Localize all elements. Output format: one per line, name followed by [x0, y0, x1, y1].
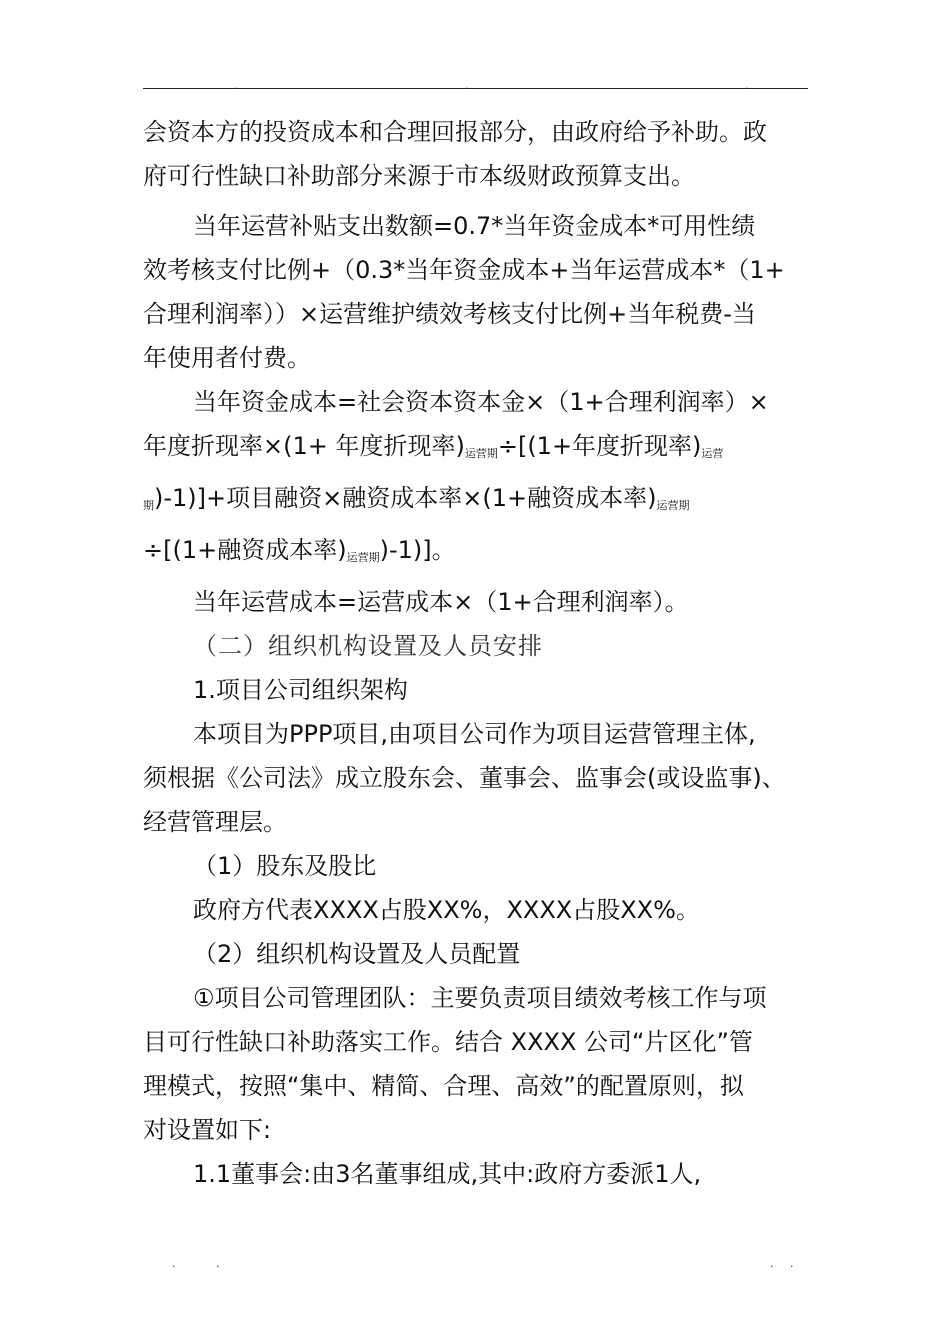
paragraph-line: 年使用者付费。 [143, 344, 311, 372]
body-text [143, 110, 808, 1196]
formula-subscript: 运营期 [656, 499, 690, 512]
paragraph-line: ①项目公司管理团队：主要负责项目绩效考核工作与项 [193, 984, 767, 1012]
paragraph-line: 当年资金成本=社会资本资本金×（1+合理利润率）× [193, 388, 769, 416]
paragraph-line: 本项目为PPP项目,由项目公司作为项目运营管理主体, [193, 720, 756, 748]
footer-dot: . [172, 1257, 176, 1270]
paragraph-line: 须根据《公司法》成立股东会、董事会、监事会(或设监事)、 [143, 764, 786, 792]
formula-line [143, 476, 808, 528]
formula-text: ÷[(1+融资成本率) [143, 536, 347, 564]
formula-subscript: 期 [143, 499, 154, 512]
formula-subscript: 运营期 [346, 551, 380, 564]
header-dot: . [234, 79, 238, 92]
paragraph-line: 合理利润率））×运营维护绩效考核支付比例+当年税费-当 [143, 300, 756, 328]
header-dot: . [465, 79, 469, 92]
paragraph-line: 会资本方的投资成本和合理回报部分，由政府给予补助。政 [143, 118, 767, 146]
section-heading: （二）组织机构设置及人员安排 [193, 632, 543, 660]
footer-dot: . [216, 1257, 220, 1270]
formula-line [143, 528, 808, 580]
formula-text: 年度折现率×(1+ 年度折现率) [143, 432, 465, 460]
header-rule [143, 88, 808, 89]
formula-text: )-1)]。 [379, 536, 456, 564]
footer-dot: . [790, 1257, 794, 1270]
subsection-heading: （2）组织机构设置及人员配置 [193, 940, 521, 968]
header-dot: . [745, 79, 749, 92]
paragraph-line: 对设置如下: [143, 1116, 272, 1144]
formula-subscript: 运营期 [464, 447, 498, 460]
formula-line [143, 424, 808, 476]
formula-text: )-1)]+项目融资×融资成本率×(1+融资成本率) [154, 484, 657, 512]
paragraph-line: 1.1董事会:由3名董事组成,其中:政府方委派1人, [193, 1160, 702, 1188]
paragraph-line: 政府方代表XXXX占股XX%，XXXX占股XX%。 [193, 896, 700, 924]
footer-dot: . [770, 1257, 774, 1270]
paragraph-line: 当年运营补贴支出数额=0.7*当年资金成本*可用性绩 [193, 212, 756, 240]
paragraph-line: 府可行性缺口补助部分来源于市本级财政预算支出。 [143, 162, 695, 190]
formula-text: ÷[(1+年度折现率) [497, 432, 702, 460]
subsection-heading: （1）股东及股比 [193, 852, 377, 880]
paragraph-line: 经营管理层。 [143, 808, 287, 836]
formula-subscript: 运营 [701, 447, 724, 460]
paragraph-line: 当年运营成本=运营成本×（1+合理利润率）。 [193, 588, 689, 616]
paragraph-line: 目可行性缺口补助落实工作。结合 XXXX 公司“片区化”管 [143, 1028, 753, 1056]
paragraph-line: 理模式，按照“集中、精简、合理、高效”的配置原则，拟 [143, 1072, 744, 1100]
subsection-heading: 1.项目公司组织架构 [193, 676, 408, 704]
paragraph-line: 效考核支付比例+（0.3*当年资金成本+当年运营成本*（1+ [143, 256, 785, 284]
